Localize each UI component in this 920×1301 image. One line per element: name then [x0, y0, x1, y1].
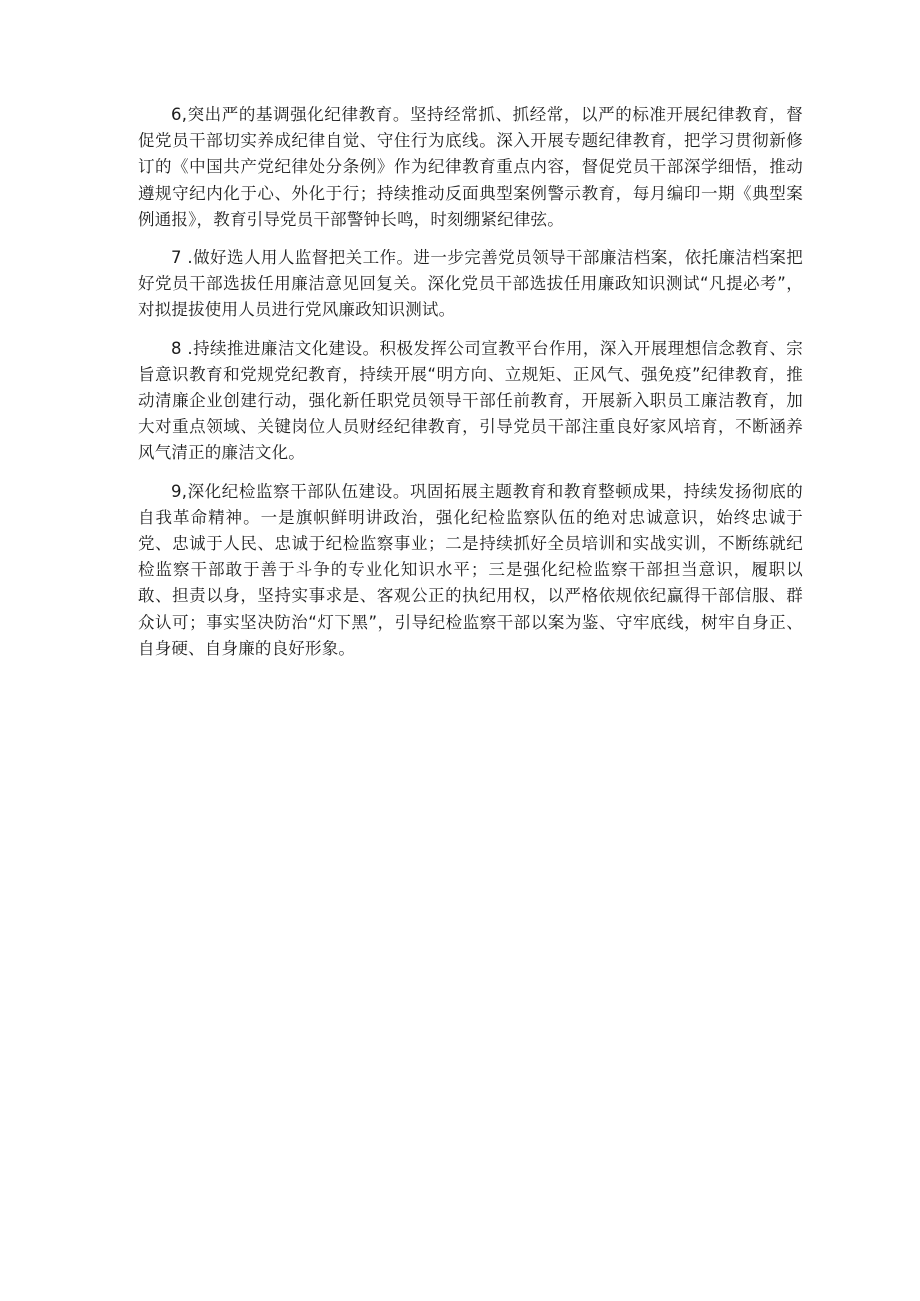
paragraph-item-8	[138, 336, 803, 467]
paragraph-number: 8 .	[171, 338, 193, 358]
paragraph-text: 做好选人用人监督把关工作。进一步完善党员领导干部廉洁档案，依托廉洁档案把好党员干部选拔任用廉洁意见回复关。深化党员干部选拔任用廉政知识测试“凡提必考”，对拟提拔使用人员进行党风廉政知识测试。	[138, 248, 803, 320]
paragraph-number: 9,	[171, 481, 188, 501]
document-body	[138, 102, 803, 674]
paragraph-number: 7 .	[171, 248, 193, 268]
paragraph-item-7	[138, 245, 803, 324]
paragraph-item-9	[138, 479, 803, 662]
paragraph-text: 突出严的基调强化纪律教育。坚持经常抓、抓经常，以严的标准开展纪律教育，督促党员干部切实养成纪律自觉、守住行为底线。深入开展专题纪律教育，把学习贯彻新修订的《中国共产党纪律处分条例》作为纪律教育重点内容，督促党员干部深学细悟，推动遵规守纪内化于心、外化于行；持续推动反面典型案例警示教育，每月编印一期《典型案例通报》，教育引导党员干部警钟长鸣，时刻绷紧纪律弦。	[138, 105, 803, 229]
paragraph-text: 持续推进廉洁文化建设。积极发挥公司宣教平台作用，深入开展理想信念教育、宗旨意识教育和党规党纪教育，持续开展“明方向、立规矩、正风气、强免疫”纪律教育，推动清廉企业创建行动，强化新任职党员领导干部任前教育，开展新入职员工廉洁教育，加大对重点领域、关键岗位人员财经纪律教育，引导党员干部注重良好家风培育，不断涵养风气清正的廉洁文化。	[138, 338, 803, 463]
paragraph-text: 深化纪检监察干部队伍建设。巩固拓展主题教育和教育整顿成果，持续发扬彻底的自我革命精神。一是旗帜鲜明讲政治，强化纪检监察队伍的绝对忠诚意识，始终忠诚于党、忠诚于人民、忠诚于纪检监察事业；二是持续抓好全员培训和实战实训，不断练就纪检监察干部敢于善于斗争的专业化知识水平；三是强化纪检监察干部担当意识，履职以敢、担责以身，坚持实事求是、客观公正的执纪用权，以严格依规依纪赢得干部信服、群众认可；事实坚决防治“灯下黑”，引导纪检监察干部以案为鉴、守牢底线，树牢自身正、自身硬、自身廉的良好形象。	[138, 481, 803, 658]
paragraph-item-6	[138, 102, 803, 233]
paragraph-number: 6,	[171, 105, 188, 124]
